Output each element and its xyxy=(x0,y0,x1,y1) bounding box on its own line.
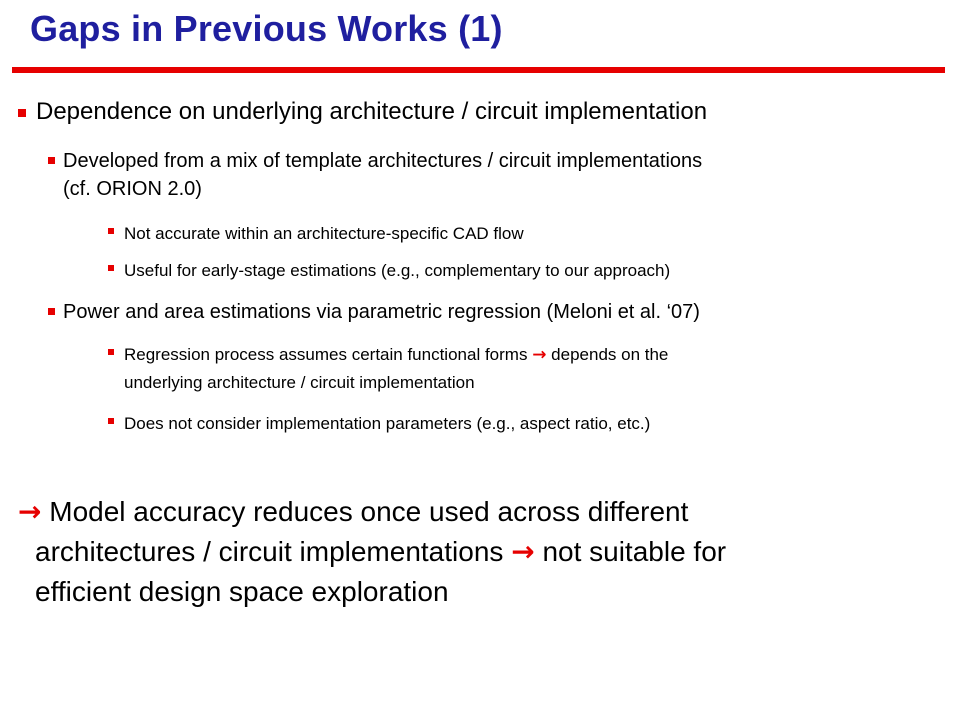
conclusion-line2-part1: architectures / circuit implementations xyxy=(35,536,504,567)
bullet-useful xyxy=(108,257,670,285)
title-divider xyxy=(12,67,945,73)
bullet-regression-process xyxy=(108,341,668,397)
bullet-text: Dependence on underlying architecture / circuit implementation xyxy=(36,98,708,125)
bullet-text-part1: Regression process assumes certain functional forms xyxy=(124,345,528,364)
bullet-text-line1: Developed from a mix of template architectures / circuit implementations xyxy=(63,150,703,172)
bullet-text-line2: underlying architecture / circuit implementation xyxy=(124,373,475,392)
conclusion-line2-part2: not suitable for xyxy=(542,536,727,567)
conclusion-line3: efficient design space exploration xyxy=(35,576,449,607)
bullet-text: Power and area estimations via parametric regression (Meloni et al. ‘07) xyxy=(63,301,700,323)
square-bullet-icon xyxy=(48,308,55,315)
bullet-text: Not accurate within an architecture-specific CAD flow xyxy=(124,224,524,243)
square-bullet-icon xyxy=(108,265,114,271)
right-arrow-icon: → xyxy=(18,495,42,528)
bullet-text-line2: (cf. ORION 2.0) xyxy=(63,178,202,200)
square-bullet-icon xyxy=(108,418,114,424)
bullet-template-architectures xyxy=(48,147,702,203)
square-bullet-icon xyxy=(108,228,114,234)
bullet-parametric-regression xyxy=(48,298,700,326)
slide-title: Gaps in Previous Works (1) xyxy=(30,8,503,49)
bullet-text-part2: depends on the xyxy=(551,345,669,364)
conclusion-part1: Model accuracy reduces once used across different xyxy=(49,496,689,527)
square-bullet-icon xyxy=(108,349,114,355)
conclusion-text xyxy=(18,492,918,612)
right-arrow-icon: → xyxy=(511,535,535,568)
bullet-dependence xyxy=(18,97,707,127)
bullet-not-accurate xyxy=(108,220,524,248)
square-bullet-icon xyxy=(48,157,55,164)
square-bullet-icon xyxy=(18,109,26,117)
bullet-text: Useful for early-stage estimations (e.g., complementary to our approach) xyxy=(124,261,671,280)
bullet-text: Does not consider implementation parameters (e.g., aspect ratio, etc.) xyxy=(124,414,651,433)
bullet-does-not-consider xyxy=(108,410,650,438)
right-arrow-icon: → xyxy=(532,345,547,365)
